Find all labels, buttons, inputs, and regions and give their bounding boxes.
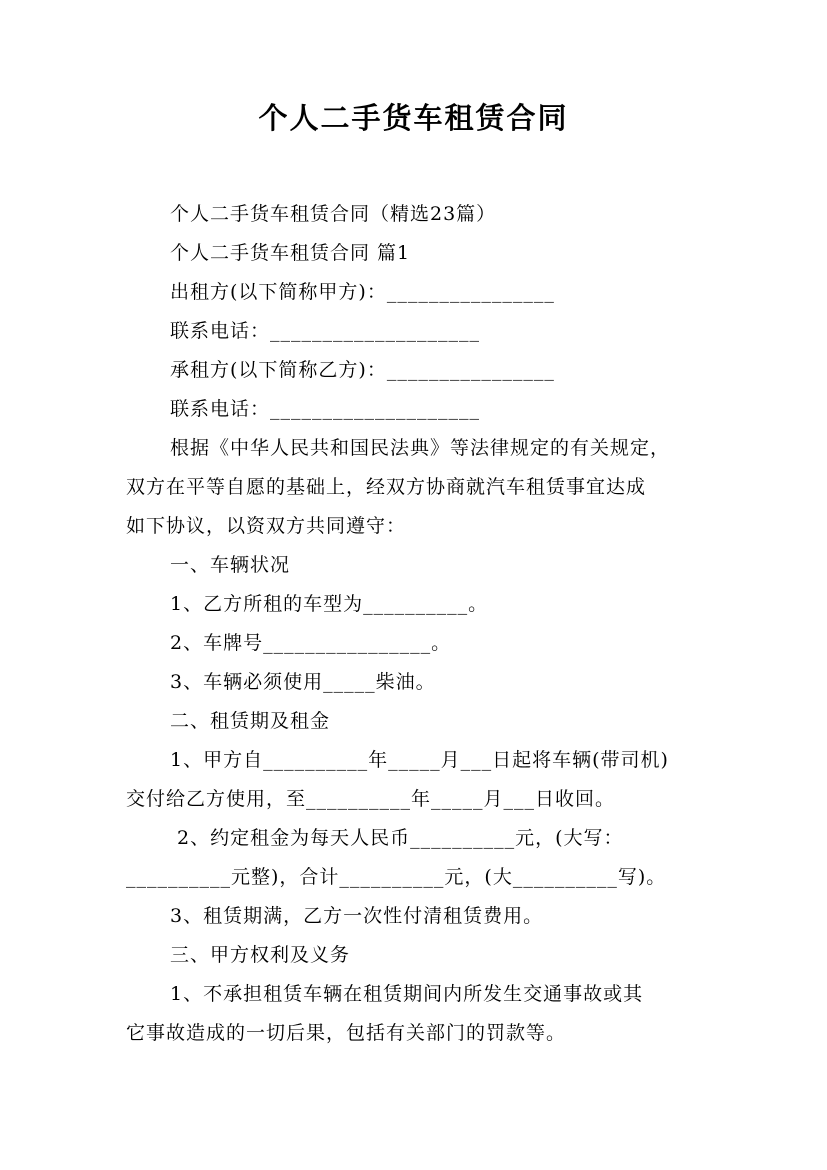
clause-heading-3: 三、甲方权利及义务	[170, 944, 351, 966]
preamble-line-3: 如下协议，以资双方共同遵守：	[126, 515, 407, 537]
clause-line: 交付给乙方使用，至__________年_____月___日收回。	[126, 788, 616, 810]
clause-line: 3、租赁期满，乙方一次性付清租赁费用。	[170, 905, 544, 927]
subtitle-line: 个人二手货车租赁合同（精选23篇）	[170, 203, 497, 225]
preamble-line-2: 双方在平等自愿的基础上，经双方协商就汽车租赁事宜达成	[126, 476, 647, 498]
preamble-line-1: 根据《中华人民共和国民法典》等法律规定的有关规定，	[170, 437, 671, 459]
clause-line: 1、甲方自__________年_____月___日起将车辆(带司机)	[170, 749, 669, 771]
section-heading-line: 个人二手货车租赁合同 篇1	[170, 242, 411, 264]
clause-line: 3、车辆必须使用_____柴油。	[170, 671, 436, 693]
lessee-line: 承租方(以下简称乙方)：________________	[170, 359, 555, 381]
clause-line: 1、乙方所租的车型为__________。	[170, 593, 489, 615]
lessor-phone-line: 联系电话：____________________	[170, 320, 481, 342]
lessee-phone-line: 联系电话：____________________	[170, 398, 481, 420]
clause-line: 2、车牌号________________。	[170, 632, 452, 654]
clause-line: 它事故造成的一切后果，包括有关部门的罚款等。	[126, 1022, 567, 1044]
clause-line: 2、约定租金为每天人民币__________元，(大写：	[170, 827, 624, 849]
lessor-line: 出租方(以下简称甲方)：________________	[170, 281, 555, 303]
clause-heading-1: 一、车辆状况	[170, 554, 291, 576]
clause-heading-2: 二、租赁期及租金	[170, 710, 331, 732]
clause-line: 1、不承担租赁车辆在租赁期间内所发生交通事故或其	[170, 983, 644, 1005]
document-title: 个人二手货车租赁合同	[258, 101, 569, 135]
clause-line: __________元整)，合计__________元，(大__________写)。	[126, 866, 667, 888]
